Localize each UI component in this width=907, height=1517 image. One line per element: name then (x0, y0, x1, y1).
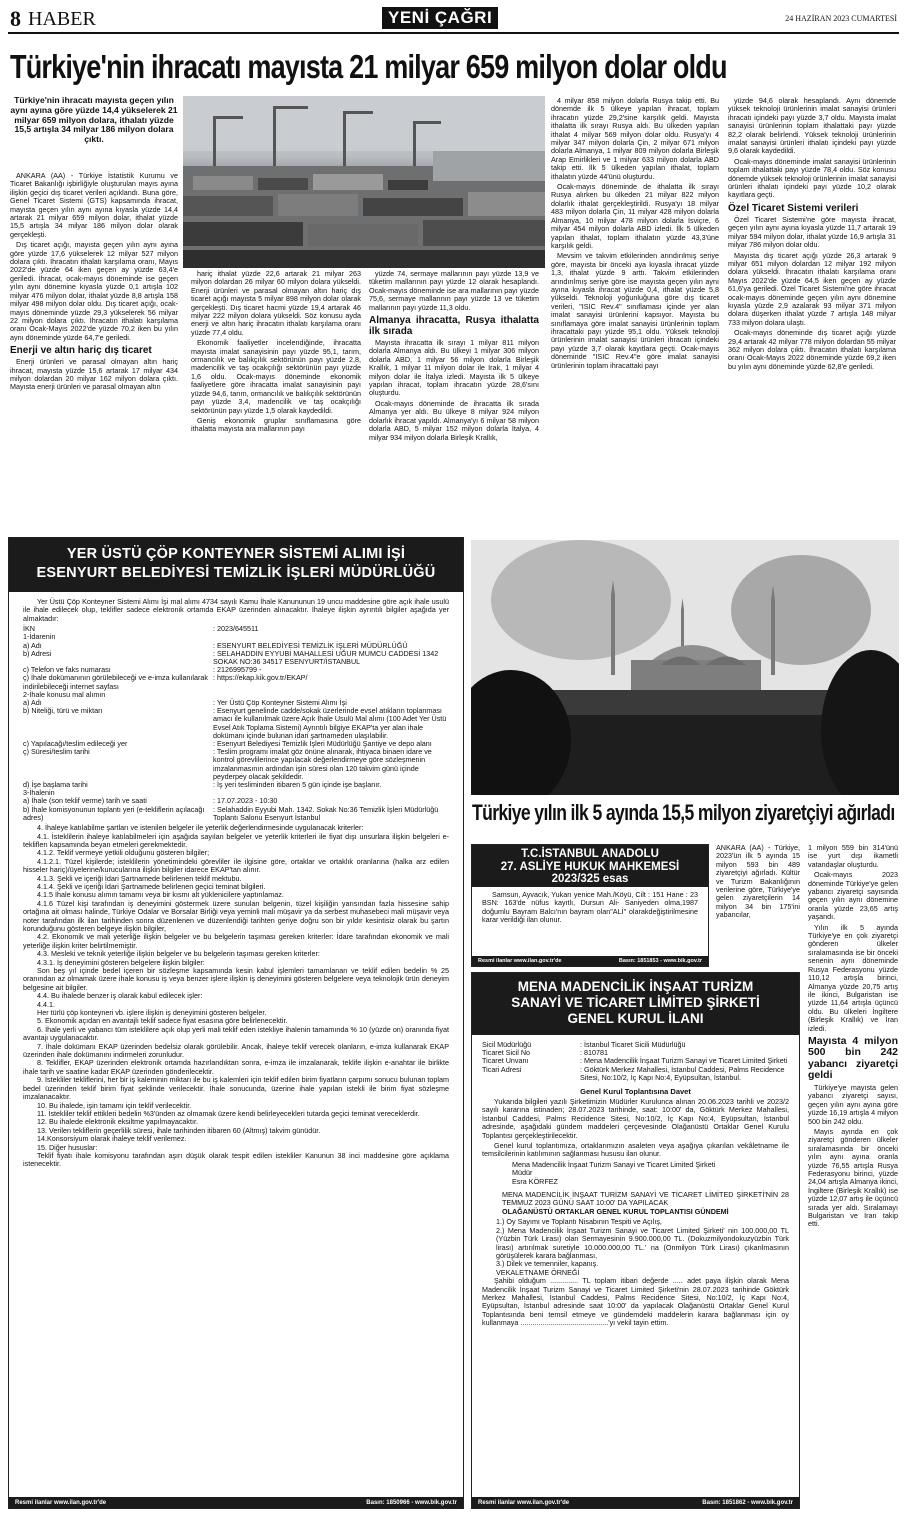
paragraph: Ocak-mayıs döneminde de ithalatta ilk sırayı Rusya alırken bu ülkeden 21 milyar 822 milyon dolarlık ithalat gerçekleştirildi. Rusya'yı 18 milyar 483 milyon dolarla Çin, 11 milyar 428 milyon dolarla Almanya, 10 milyar 478 milyon dolarla İsviçre, 6 milyar 454 milyon dolarla ABD izledi. İlk 5 ülkeden yapılan ithalat, toplam ithalatın yüzde 43,3'üne karşılık geldi. (551, 182, 719, 250)
company-info-value: : Mena Madencilik İnşaat Turizm Sanayi ve Ticaret Limited Şirketi (580, 1056, 788, 1066)
tender-info-row (23, 781, 449, 789)
paragraph: Mayısta dış ticaret açığı yüzde 26,3 artarak 9 milyar 651 milyon dolardan 12 milyar 192 milyon dolara yükseldi. İhracatın ithalatı karşılama oranı Mayıs 2022'de yüzde 64,5 iken geçen ay yüzde 61,6'ya geriledi. Özel Ticaret Sistemi'ne göre ihracat ocak-mayıs döneminde geçen yılın aynı dönemine kıyasla yüzde 2,9 azalarak 93 milyar 371 milyon dolara düşerken ithalat yüzde 7 artışla 148 milyar 733 milyon dolara ulaştı. (728, 250, 896, 327)
tender-info-label: b) İhale komisyonunun toplantı yeri (e-tekliflerin açılacağı adres) (23, 804, 205, 822)
tender-info-label: 2-İhale konusu mal alımın (23, 689, 106, 699)
agenda-title: MENA MADENCİLİK İNŞAAT TURİZM SANAYİ VE TİCARET LİMİTED ŞİRKETİ'NİN 28 TEMMUZ 2023 GÜNÜ SAAT 10:00' DA YAPILACAK (502, 1190, 789, 1208)
tender-paragraph: 4.3. Mesleki ve teknik yeterliğe ilişkin belgeler ve bu belgelerin taşıması gereken kriterler: (37, 949, 320, 959)
company-info-table (482, 1041, 789, 1082)
tender-paragraph: 4.1.2.1. Tüzel kişilerde; isteklilerin yönetimindeki görevliler ile ilgisine göre, ortaklar ve ortaklık oranlarına (halka arz edilen hisseler hariç)/üyelerine/kurucularına ilişkin bilgiler idarece EKAP'tan alınır. (23, 856, 449, 875)
tender-paragraph: 4.1.2. Teklif vermeye yetkili olduğunu gösteren bilgiler; (37, 848, 210, 858)
article-lead: Türkiye'nin ihracatı mayısta geçen yılın aynı ayına göre yüzde 14,4 yükselerek 21 milyar 659 milyon dolara, ithalatı yüzde 15,5 artışla 34 milyar 186 milyon dolara çıktı. (10, 95, 178, 145)
paragraph: Ocak-mayıs 2023 döneminde Türkiye'ye gelen yabancı ziyaretçi sayısında geçen yılın aynı dönemine oranla yüzde 23,65 artış yaşandı. (808, 870, 898, 922)
signature-role: Müdür (512, 1168, 533, 1178)
paragraph: yüzde 74, sermaye mallarının payı yüzde 13,9 ve tüketim mallarının payı yüzde 12 olarak hesaplandı. Ocak-mayıs döneminde ise ara mallarının payı yüzde 75,6, sermaye mallarının payı yüzde 13 ve tüketim mallarının payı yüzde 11,3 oldu. (369, 269, 539, 312)
tender-info-value: : İş yeri tesliminden itibaren 5 gün içinde işe başlanır. (213, 780, 382, 790)
company-name-line2: SANAYİ VE TİCARET LİMİTED ŞİRKETİ (511, 995, 760, 1010)
company-info-label: Ticaret Unvanı (482, 1056, 529, 1066)
subheading: Mayısta 4 milyon 500 bin 242 yabancı ziyaretçi geldi (808, 1034, 898, 1082)
tender-info-label: c) Yapılacağı/teslim edileceği yer (23, 739, 128, 749)
tender-info-row (23, 625, 449, 633)
masthead-rule (8, 32, 899, 34)
tender-info-label: d) İşe başlama tarihi (23, 780, 88, 790)
tender-info-label: 1-İdarenin (23, 632, 56, 642)
tender-info-row (23, 707, 449, 740)
article-column-4 (551, 97, 719, 372)
signature-name: Esra KÖRFEZ (512, 1176, 558, 1186)
paragraph: Mayıs ayında en çok ziyaretçi gönderen ülkeler sıralamasında bir önceki yılın aynı ayına oranla yüzde 76,55 artışla Rusya Federasyonu birinci, yüzde 24,04 artışla Almanya ikinci, İngiltere (Birleşik Krallık) ise yüzde 12,07 artış ile üçüncü sırada yer aldı. Sıralamayı Bulgaristan ve İran takip etti. (808, 1126, 898, 1229)
footer-source: Resmi ilanlar www.ilan.gov.tr'de (15, 1499, 107, 1506)
company-info-row (482, 1066, 789, 1082)
invitation-title: Genel Kurul Toplantısına Davet (580, 1087, 691, 1097)
tender-paragraph: 4. İhaleye katılabilme şartları ve istenilen belgeler ile yeterlik değerlendirmesinde uygulanacak kriterler: (37, 823, 364, 833)
company-name-line1: MENA MADENCİLİK İNŞAAT TURİZM (517, 979, 754, 994)
footer-source: Resmi ilanlar www.ilan.gov.tr'de (478, 1499, 570, 1506)
agenda-item: 3.) Dilek ve temenniler, kapanış. (496, 1259, 599, 1269)
tender-paragraph: 15. Diğer hususlar: (37, 1142, 98, 1152)
company-info-label: Sicil Müdürlüğü (482, 1040, 532, 1049)
newspaper-logo: YENİ ÇAĞRI (382, 7, 498, 29)
tender-info-label: ç) Süresi/teslim tarihi (23, 747, 90, 757)
article-column-2 (191, 270, 361, 436)
article-column-3 (369, 270, 539, 444)
paragraph: 1 milyon 559 bin 314'ünü ise yurt dışı ikametli vatandaşlar oluşturdu. (808, 843, 898, 869)
tender-info-value: : Esenyurt genelinde cadde/sokak üzerlerinde evsel atıkların toplanması amacı ile kullanılmak üzere Açık İhale Usulü Mal alımı (100 Adet Yer Üstü Evsel Atık Toplama Sistemi) Ayrıntılı bilgiye EKAP'ta yer alan ihale dokümanı içinde bulunan idari şartnameden ulaşılabilir. (213, 706, 447, 740)
tender-paragraph: 4.4. Bu ihalede benzer iş olarak kabul edilecek işler: (37, 991, 203, 1001)
tender-footer (9, 1497, 463, 1508)
court-ad (471, 844, 709, 967)
tender-info-value: : 17.07.2023 - 10:30 (213, 796, 278, 806)
tender-info-table (23, 625, 449, 822)
tender-info-value: : SELAHADDİN EYYUBİ MAHALLESİ UĞUR MUMCU CADDESİ 1342 SOKAK NO:36 34517 ESENYURT/İSTANBUL (213, 648, 439, 667)
tender-info-value: : https://ekap.kik.gov.tr/EKAP/ (213, 673, 308, 683)
tourism-headline: Türkiye yılın ilk 5 ayında 15,5 milyon ziyaretçiyi ağırladı (472, 800, 895, 825)
tender-paragraph: 4.1.3. Şekli ve içeriği İdari Şartnamede belirlenen teklif mektubu. (37, 873, 242, 883)
section-name: HABER (28, 8, 96, 30)
court-case-number: 2023/325 esas (551, 873, 629, 885)
subheading: Özel Ticaret Sistemi verileri (728, 202, 859, 214)
general-assembly-ad (471, 972, 800, 1509)
general-assembly-header (472, 973, 799, 1035)
tender-body (23, 824, 449, 1169)
tender-info-value: : Selahaddin Eyyubi Mah. 1342. Sokak No:36 Temizlik İşleri Müdürlüğü Toplantı Salonu Esenyurt İstanbul (213, 804, 439, 822)
tender-paragraph: 6. İhale yerli ve yabancı tüm isteklilere açık olup yerli mali teklif eden istekliye ihalenin tamamında % 10 (yüzde on) oranında fiyat avantajı uygulanacaktır. (23, 1024, 449, 1043)
tender-paragraph: 4.3.1. İş deneyimini gösteren belgelere ilişkin bilgiler: (37, 957, 205, 967)
tender-paragraph: 8. Teklifler, EKAP üzerinden elektronik ortamda hazırlandıktan sonra, e-imza ile imzalanarak, teklife ilişkin e-anahtar ile birlikte ihale tarih ve saatine kadar EKAP üzerinden gönderilecektir. (23, 1058, 449, 1076)
tender-info-row (23, 806, 449, 822)
tender-title: YER ÜSTÜ ÇÖP KONTEYNER SİSTEMİ ALIMI İŞİ (66, 546, 406, 562)
paragraph: Ocak-mayıs döneminde dış ticaret açığı yüzde 29,4 artarak 42 milyar 778 milyon dolardan 55 milyar 362 milyon dolara çıktı. İhracatın ithalatı karşılama oranı Ocak-Mayıs 2022 döneminde yüzde 69,2 iken bu yılın aynı döneminde yüzde 62,8'e geriledi. (728, 328, 896, 371)
tender-intro: Yer Üstü Çöp Konteyner Sistemi Alımı İşi mal alımı 4734 sayılı Kamu İhale Kanununun 19 uncu maddesine göre açık ihale usulü ile ihale edilecek olup, teklifler sadece elektronik ortamda EKAP üzerinden alınacaktır. İhaleye ilişkin ayrıntılı bilgiler aşağıda yer almaktadır: (23, 597, 449, 623)
tender-paragraph: 11. İstekliler teklif ettikleri bedelin %3'ünden az olmamak üzere kendi belirleyecekleri tutarda geçici teminat vereceklerdir. (37, 1108, 420, 1118)
company-info-value: : İstanbul Ticaret Sicili Müdürlüğü (580, 1040, 686, 1049)
paragraph: Türkiye'ye mayısta gelen yabancı ziyaretçi sayısı, geçen yılın aynı ayına göre yüzde 16,19 artışla 4 milyon 500 bin 242 oldu. (808, 1082, 898, 1126)
paragraph: Ocak-mayıs döneminde imalat sanayisi ürünlerinin toplam ithalattaki payı yüzde 78,4 oldu. Söz konusu dönemde yüksek teknoloji ürünlerinin imalat sanayisi ürünleri ithalatı içindeki payı yüzde 10,2 olarak kayıtlara geçti. (728, 156, 896, 200)
tender-paragraph: 7. İhale dokümanı EKAP üzerinden bedelsiz olarak görülebilir. Ancak, ihaleye teklif verecek olanların, e-imza kullanarak EKAP üzerinden ihale dokümanını indirmeleri zorunludur. (23, 1041, 449, 1060)
company-info-label: Ticaret Sicil No (482, 1048, 531, 1058)
article-column-5 (728, 97, 896, 373)
paragraph: hariç ithalat yüzde 22,6 artarak 21 milyar 263 milyon dolardan 26 milyar 60 milyon dolara yükseldi. Enerji ürünleri ve parasal olmayan altın hariç dış ticaret açığı mayısta 5 milyar 898 milyon dolar olarak gerçekleşti. Dış ticaret hacmi yüzde 19,4 artarak 46 milyar 222 milyon dolara yükseldi. Söz konusu ayda enerji ve altın hariç ihracatın ithalatı karşılama oranı yüzde 77,4 oldu. (191, 269, 361, 337)
paragraph: Ekonomik faaliyetler incelendiğinde, ihracatta mayısta imalat sanayisinin payı yüzde 95,1, tarım, ormancılık ve balıkçılık sektörünün payı yüzde 2,8, madencilik ve taş ocakçılığı sektörünün payı yüzde 1,6 oldu. Ocak-mayıs döneminde ekonomik faaliyetlere göre ihracatta imalat sanayisinin payı yüzde 94,6, tarım, ormancılık ve balıkçılık sektörünün payı yüzde 3,4, madencilik ve taş ocakçılığı sektörünün payı yüzde 1,5 olarak kaydedildi. (191, 338, 361, 415)
tender-info-label: a) İhale (son teklif verme) tarih ve saati (23, 796, 147, 806)
tourism-column-2 (808, 844, 898, 1231)
tender-info-row (23, 748, 449, 781)
paragraph: ANKARA (AA) - Türkiye İstatistik Kurumu ve Ticaret Bakanlığı işbirliğiyle oluşturulan mayıs ayına ilişkin geçici dış ticaret verileri açıklandı. Buna göre, Genel Ticaret Sistemi (GTS) kapsamında ihracat, mayısta geçen yılın aynı ayına kıyasla yüzde 14,4 artarak 21 milyar 659 milyon dolar, ithalat yüzde 15,5 artışla 34 milyar 186 milyon dolar olarak gerçekleşti. (10, 171, 178, 239)
court-ad-body: Samsun, Ayvacık, Yukarı yenice Mah./Köyü, Cilt : 151 Hane : 23 BSN: 163'de nüfus kayıtlı, Dursun Ali- Saniyeden olma,1987 doğumlu Bayram Balcı'nın bayram olan"ALİ" olarakdeğiştirilmesine karar verildiği ilan olunur. (482, 890, 698, 925)
tender-info-label: c) Telefon ve faks numarası (23, 665, 111, 675)
paragraph: Geniş ekonomik gruplar sınıflamasına göre ithalatta mayısta ara mallarının payı (191, 415, 361, 434)
tender-info-value: : Yer Üstü Çöp Konteyner Sistemi Alımı İşi (213, 698, 347, 708)
subheading: Enerji ve altın hariç dış ticaret (10, 345, 152, 357)
tender-info-row (23, 674, 449, 690)
tender-paragraph: 4.1. İsteklilerin ihaleye katılabilmeleri için aşağıda sayılan belgeler ve yeterlik kriterleri ile fiyat dışı unsurlara ilişkin belgeleri e-tekliflerı kapsamında beyan etmeleri gerekmektedir. (23, 831, 449, 849)
tender-paragraph: 12. Bu ihalede elektronik eksiltme yapılmayacaktır. (37, 1117, 198, 1127)
tender-ad (8, 537, 464, 1509)
tender-paragraph: 10. Bu ihalede, işin tamamı için teklif verilecektir. (37, 1100, 192, 1110)
agenda-subtitle: OLAĞANÜSTÜ ORTAKLAR GENEL KURUL TOPLANTISI GÜNDEMİ (502, 1206, 729, 1216)
tender-info-label: İKN (23, 624, 35, 634)
invitation-paragraph: Genel kurul toplantımıza, ortaklarımızın asaleten veya aşağıya çıkarılan vekâletname ile temsilcilerinin katılımının sağlanması hususu ilan olunur. (482, 1141, 789, 1159)
paragraph: Yılın ilk 5 ayında Türkiye'ye en çok ziyaretçi gönderen ülkeler sıralamasında ise bir önceki senenin aynı döneminde Rusya Federasyonu yüzde 110,12 artışla birinci, Almanya yüzde 20,75 artış ile ikinci, Bulgaristan ise yüzde 11,64 artışla üçüncü oldu. Bu ülkeleri İngiltere (Birleşik Krallık) ve İran izledi. (808, 922, 898, 1033)
tender-paragraph: 4.4.1. (37, 999, 55, 1009)
footer-press-id: Basın: 1850966 - www.bik.gov.tr (366, 1499, 457, 1506)
paragraph: Enerji ürünleri ve parasal olmayan altın hariç ihracat, mayısta yüzde 15,6 artarak 17 milyar 434 milyon dolardan 20 milyar 162 milyon dolara çıktı. Mayısta enerji ürünleri ve parasal olmayan altın (10, 357, 178, 392)
paragraph: 4 milyar 858 milyon dolarla Rusya takip etti. Bu dönemde ilk 5 ülkeye yapılan ihracat, toplam ihracatın yüzde 29,2'sine karşılık geldi. Mayısta ithalatta ilk sırayı Rusya aldı. Bu ülkeden yapılan ithalat 4 milyar 569 milyon dolar oldu. Rusya'yı 4 milyar 347 milyon dolarla Çin, 2 milyar 671 milyon dolarla Almanya, 1 milyar 809 milyon dolarla Birleşik Arap Emirlikleri ve 1 milyar 633 milyon dolarla ABD takip etti. İlk 5 ülkeden yapılan ithalat, toplam ithalatın yüzde 44'ünü oluşturdu. (551, 96, 719, 181)
tender-info-row (23, 650, 449, 666)
court-ad-header (472, 845, 708, 887)
paragraph: Mevsim ve takvim etkilerinden arındırılmış seriye göre, mayısta bir önceki aya kıyasla ihracat yüzde 1,3, ithalat yüzde 9 arttı. Takvim etkilerinden arındırılmış seriye göre ise mayısta geçen yılın aynı ayına kıyasla ihracat yüzde 0,4, ithalat yüzde 5,8 yükseldi. Teknoloji yoğunluğuna göre dış ticaret verileri, "ISIC Rev.4" sınıflaması içinde yer alan imalat sanayisi ürünlerini kapsıyor. Mayısta bu sınıflamaya göre imalat sanayisi ürünlerinin toplam ihracattaki payı yüzde 95,1 oldu. Yüksek teknoloji ürünlerinin imalat sanayisi ürünleri ihracatı içindeki payı yüzde 3,7 olarak kayıtlara geçti. Ocak-mayıs döneminde "ISIC Rev.4"e göre imalat sanayisi ürünlerinin toplam ihracattaki payı (551, 251, 719, 370)
agenda-item: 2.) Mena Madencilik İnşaat Turizm Sanayi ve Ticaret Limited Şirketi' nin 100.000,00 TL (Yüzbin Türk Lirası) olan Sermayesinin 9.900.000,00 TL. (Dokuzmilyondokuzyüzbin Türk lirası) artırılmak suretiyle 10.000.000,00 TL.' na (Onmilyon Türk Lirası) çıkarılmasının görüşülerek karara bağlanması, (496, 1225, 789, 1260)
subheading: Almanya ihracatta, Rusya ithalatta ilk sırada (369, 315, 539, 338)
tourism-headline-wrap (472, 800, 900, 826)
tender-paragraph: Son beş yıl içinde bedel içeren bir sözleşme kapsamında kesin kabul işlemleri tamamlanan ve teklif edilen bedelin % 25 oranından az olmamak üzere ihale konusu iş veya benzer işlere ilişkin iş deneyimini gösteren belgelere veya teknolojik ürün deneyim belgesine ait bilgiler. (23, 966, 449, 992)
proxy-text: Şahibi olduğum .............. TL toplam itibari değerde ..... adet paya ilişkin olarak Mena Madencilik İnşaat Turizm Sanayi ve Ticaret Limited Şirketi'nin 28.07.2023 tarihinde Göktürk Merkez Mahallesi, İstanbul Caddesi, Palms Recidence Sitesi, No:10/2, İç Kapı No:4, Eyüpsultan, İstanbul adresinde saat 10:00' da yapılacak Olağanüstü Ortaklar Genel Kurul Toplantısında beni temsil etmeye ve gündemdeki maddelerin karara bağlanması için oy kullanmaya ............................................'yı vekil tayin ettim. (482, 1276, 789, 1328)
paragraph: ANKARA (AA) - Türkiye, 2023'ün ilk 5 ayında 15 milyon 593 bin 489 ziyaretçiyi ağırladı. Kültür ve Turizm Bakanlığının verilerine göre, Türkiye'ye gelen ziyaretçilerin 14 milyon 34 bin 175'ini yabancılar, (716, 843, 800, 920)
footer-press-id: Basın: 1851862 - www.bik.gov.tr (702, 1499, 793, 1506)
tender-info-label: b) Adresi (23, 648, 52, 658)
tender-paragraph: 4.1.5 İhale konusu alımın tamamı veya bir kısmı alt yüklenicilere yaptırılamaz. (37, 890, 284, 900)
court-ad-footer (472, 956, 708, 966)
issue-date: 24 HAZİRAN 2023 CUMARTESİ (785, 14, 897, 23)
tender-info-label: ç) İhale dokümanının görülebileceği ve e-imza kullanılarak indirilebileceği internet sayfası (23, 673, 208, 691)
tender-info-value: : ESENYURT BELEDİYESİ TEMİZLİK İŞLERİ MÜDÜRLÜĞÜ (213, 640, 408, 650)
tender-authority: ESENYURT BELEDİYESİ TEMİZLİK İŞLERİ MÜDÜRLÜĞÜ (36, 565, 436, 581)
tender-info-label: a) Adı (23, 640, 42, 650)
tender-paragraph: Teklif fiyatı ihale komisyonu tarafından aşırı düşük olarak tespit edilen istekliler Kanunun 38 inci maddesine göre açıklama istenecektir. (23, 1150, 449, 1169)
tender-info-value: : Esenyurt Belediyesi Temizlik İşleri Müdürlüğü Şantiye ve depo alanı (213, 739, 432, 749)
tender-info-value: : 2126995799 - (213, 665, 262, 675)
tender-ad-header (9, 538, 463, 592)
footer-source: Resmi ilanlar www.ilan.gov.tr'de (478, 958, 562, 964)
port-photo (183, 96, 545, 268)
tender-paragraph: 9. İstekliler tekliflerini, her bir iş kaleminin miktarı ile bu iş kalemleri için teklif edilen birim fiyatların çarpımı sonucu bulunan toplam bedel üzerinden teklif birim fiyat şeklinde verilecektir. İhale sonucunda, üzerine ihale yapılan istekli ile birim fiyat sözleşme imzalanacaktır. (23, 1075, 449, 1102)
company-info-label: Ticari Adresi (482, 1064, 522, 1074)
ad-type: GENEL KURUL İLANI (567, 1011, 704, 1026)
tender-paragraph: 5. Ekonomik açıdan en avantajlı teklif sadece fiyat esasına göre belirlenecektir. (37, 1016, 288, 1026)
article-column-1 (10, 172, 178, 394)
page-number: 8 (10, 6, 21, 31)
invitation-paragraph: Yukarıda bilgileri yazılı Şirketimizin Müdürler Kurulunca alınan 20.06.2023 tarihli ve 2023/2 sayılı kararına istinaden; 28.07.2023 tarihinde, saat: 10:00' da, Göktürk Merkez Mahallesi, İstanbul Caddesi, Palms Recidence Sitesi, No:10/2, İç Kapı No:4, Eyüpsultan, İstanbul adresinde, aşağıdaki gündem maddeleri çerçevesinde Olağanüstü Ortaklar Genel Kurulu Toplantısı gerçekleştirilecektir. (482, 1097, 789, 1140)
tender-info-label: a) Adı (23, 698, 42, 708)
agenda-item: 1.) Oy Sayımı ve Toplantı Nisabının Tespiti ve Açılış, (496, 1217, 662, 1227)
court-ad-title: T.C.İSTANBUL ANADOLU (521, 848, 659, 860)
tender-paragraph: 14.Konsorsiyum olarak ihaleye teklif verilemez. (37, 1134, 187, 1144)
general-assembly-footer (472, 1497, 799, 1508)
paragraph: Dış ticaret açığı, mayısta geçen yılın aynı ayına göre yüzde 17,6 yükselerek 12 milyar 527 milyon dolara çıktı. İhracatın ithalatı karşılama oranı, Mayıs 2022'de yüzde 64 iken geçen ay yüzde 63,4'e geriledi. İhracat, ocak-mayıs döneminde ise geçen yılın aynı dönemine kıyasla yüzde 0,1 artışla 102 milyar 476 milyon dolar, ithalat yüzde 8,8 artışla 158 milyar 498 milyon dolar oldu. Dış ticaret açığı, ocak-mayıs döneminde yüzde 29,3 yükselerek 56 milyar 22 milyon dolara çıktı. İhracatın ithalatı karşılama oranı Ocak-Mayıs 2022'de yüzde 70,2 iken bu yılın aynı döneminde yüzde 64,7'e geriledi. (10, 240, 178, 342)
tender-paragraph: 4.1.4. Şekli ve içeriği İdari Şartnamede belirlenen geçici teminat bilgileri. (37, 881, 266, 891)
main-headline: Türkiye'nin ihracatı mayısta 21 milyar 659 milyon dolar oldu (10, 48, 727, 85)
hagia-sophia-photo (471, 540, 899, 795)
tender-paragraph: 4.1.6 Tüzel kişi tarafından iş deneyimini göstermek üzere sunulan belgenin, tüzel kişiliğin yarısından fazla hissesine sahip ortağına ait olması halinde, Türkiye Odalar ve Borsalar Birliği veya yeminli mali müşavir ya da serbest muhasebeci mali müşavir veya noter tarafından ilk ilan tarihinden sonra düzenlenen ve düzenlendiği tarihten geriye doğru son bir yıldır kesintisiz olarak bu şartın korunduğunu gösteren belgeye ilişkin bilgiler, (23, 898, 449, 933)
footer-press-id: Basın: 1851853 - www.bik.gov.tr (618, 958, 702, 964)
paragraph: Özel Ticaret Sistemi'ne göre mayısta ihracat, geçen yılın aynı ayına kıyasla yüzde 11,7 artarak 19 milyar 594 milyon dolar, ithalat yüzde 16,9 artışla 31 milyar 786 milyon dolar oldu. (728, 214, 896, 250)
paragraph: Mayısta ihracatta ilk sırayı 1 milyar 811 milyon dolarla Almanya aldı. Bu ülkeyi 1 milyar 306 milyon dolarla ABD, 1 milyar 56 milyon dolarla Birleşik Krallık, 1 milyar 11 milyon dolar ile Irak, 1 milyar 4 milyon dolar ile İtalya izledi. Mayısta ilk 5 ülkeye yapılan ihracat, toplam ihracatın yüzde 28,6'sını oluşturdu. (369, 338, 539, 398)
signature-company: Mena Madencilik İnşaat Turizm Sanayi ve Ticaret Limited Şirketi (512, 1159, 716, 1169)
tender-paragraph: 13. Verilen tekliflerin geçerlilik süresi, ihale tarihinden itibaren 60 (Altmış) takvim günüdür. (37, 1125, 321, 1135)
tender-paragraph: 4.2. Ekonomik ve mali yeterliğe ilişkin belgeler ve bu belgelerin taşıması gereken kriterler: İdare tarafından ekonomik ve mali yeterliğe ilişkin kriter belirtilmemiştir. (23, 932, 449, 950)
company-info-value: : Göktürk Merkez Mahallesi, İstanbul Caddesi, Palms Recidence Sitesi, No:10/2, İç Kapı No:4, Eyüpsultan, İstanbul. (580, 1064, 785, 1082)
tender-paragraph: Her türlü çöp konteyneri vb. işlere ilişkin iş deneyimini gösteren belgeler. (37, 1008, 267, 1018)
company-info-value: : 810781 (580, 1048, 608, 1058)
tender-info-label: b) Niteliği, türü ve miktarı (23, 706, 103, 716)
proxy-title: VEKALETNAME ÖRNEĞİ (496, 1267, 580, 1277)
tender-info-value: : 2023/645511 (213, 624, 259, 634)
tender-info-value: : Teslim programı imalat göz önüne alınarak, ihtiyaca binaen idare ve kontrol görevlilerince yapılacak değerlendirmeye göre sözleşmenin imzalanmasının ardından işin süresi olan 120 takvim günü içinde peyderpey olacak şekildedir. (213, 747, 432, 781)
tourism-column-1 (716, 844, 800, 920)
tender-info-label: 3-İhalenin (23, 788, 55, 798)
paragraph: Ocak-mayıs döneminde de ihracatta ilk sırada Almanya yer aldı. Bu ülkeye 8 milyar 924 milyon dolarlık ihracat yapıldı. Almanya'yı 6 milyar 58 milyon dolarla ABD, 5 milyar 152 milyon dolarla İtalya, 4 milyar 934 milyon dolarla Birleşik Krallık, (369, 398, 539, 442)
court-name: 27. ASLİYE HUKUK MAHKEMESİ (500, 860, 680, 873)
paragraph: yüzde 94,6 olarak hesaplandı. Aynı dönemde yüksek teknoloji ürünlerinin imalat sanayisi ürünleri ihracatı içindeki payı yüzde 3,7 oldu. Mayısta imalat sanayisi ürünlerinin toplam ithalattaki payı yüzde 82,2 olarak belirlendi. Yüksek teknoloji ürünlerinin imalat sanayisi ürünleri ithalatı içindeki payı yüzde 9,6 olarak kaydedildi. (728, 96, 896, 156)
